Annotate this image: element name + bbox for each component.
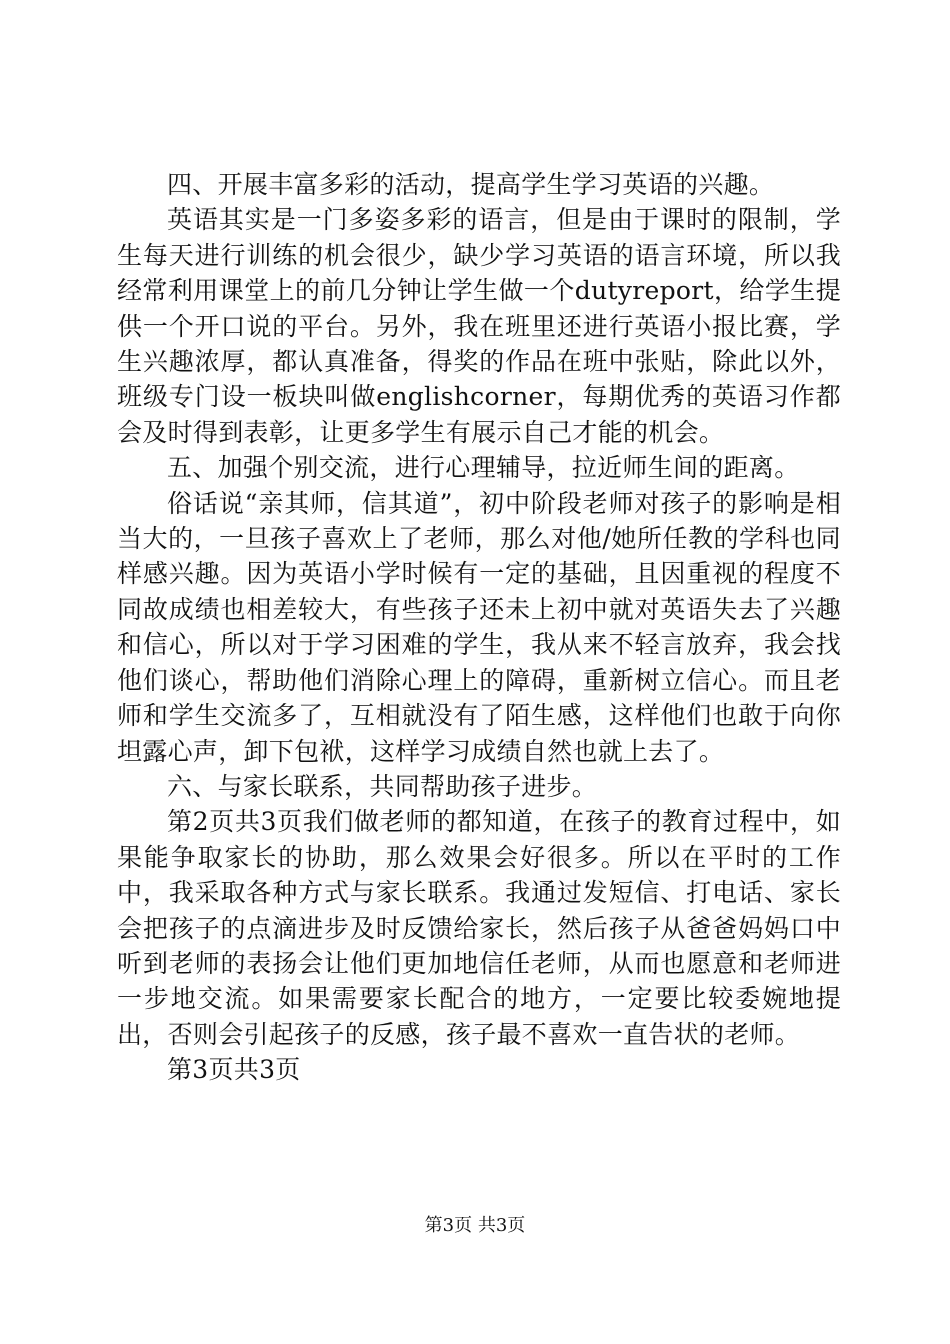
section-heading-6: 六、与家长联系，共同帮助孩子进步。 [167,771,598,801]
paragraph-activities: 英语其实是一门多姿多彩的语言，但是由于课时的限制，学生每天进行训练的机会很少，缺少学习英语的语言环境，所以我经常利用课堂上的前几分钟让学生做一个dutyreport，给学生提供一个开口说的平台。另外，我在班里还进行英语小报比赛，学生兴趣浓厚，都认真准备，得奖的作品在班中张贴，除此以外，班级专门设一板块叫做englishcorner，每期优秀的英语习作都会及时得到表彰，让更多学生有展示自己才能的机会。 [117,205,841,447]
document-body [117,167,841,1088]
section-heading-5: 五、加强个别交流，进行心理辅导，拉近师生间的距离。 [167,453,800,483]
section-heading-4: 四、开展丰富多彩的活动，提高学生学习英语的兴趣。 [167,170,775,199]
paragraph-communication: 俗话说“亲其师，信其道”，初中阶段老师对孩子的影响是相当大的，一旦孩子喜欢上了老师，那么对他/她所任教的学科也同样感兴趣。因为英语小学时候有一定的基础，且因重视的程度不同故成绩也相差较大，有些孩子还未上初中就对英语失去了兴趣和信心，所以对于学习困难的学生，我从来不轻言放弃，我会找他们谈心，帮助他们消除心理上的障碍，重新树立信心。而且老师和学生交流多了，互相就没有了陌生感，这样他们也敢于向你坦露心声，卸下包袱，这样学习成绩自然也就上去了。 [117,488,841,766]
paragraph-parents: 第2页共3页我们做老师的都知道，在孩子的教育过程中，如果能争取家长的协助，那么效果会好很多。所以在平时的工作中，我采取各种方式与家长联系。我通过发短信、打电话、家长会把孩子的点滴进步及时反馈给家长，然后孩子从爸爸妈妈口中听到老师的表扬会让他们更加地信任老师，从而也愿意和老师进一步地交流。如果需要家长配合的地方，一定要比较委婉地提出，否则会引起孩子的反感，孩子最不喜欢一直告状的老师。 [117,807,841,1049]
inline-page-marker: 第3页共3页 [167,1055,301,1085]
page-footer: 第3页 共3页 [424,1215,526,1236]
